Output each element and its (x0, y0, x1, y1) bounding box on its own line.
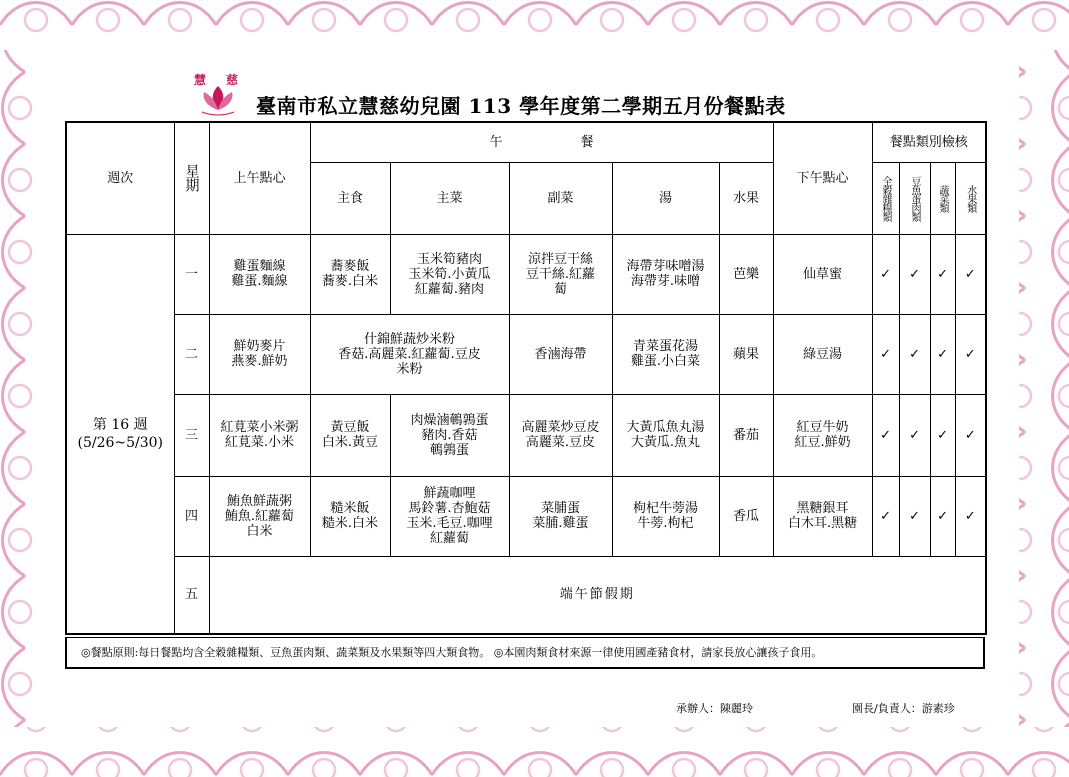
lotus-icon (190, 70, 246, 120)
soup-cell: 大黃瓜魚丸湯 大黃瓜.魚丸 (612, 394, 719, 476)
header-side-dish: 副菜 (509, 162, 612, 234)
table-row (66, 556, 986, 634)
soup-cell: 青菜蛋花湯 雞蛋.小白菜 (612, 314, 719, 394)
check-mark: ✓ (872, 476, 899, 556)
header-soup: 湯 (612, 162, 719, 234)
organizer-signature: 承辦人：陳麗玲 (676, 702, 753, 715)
table-row (66, 476, 986, 556)
day-cell: 一 (174, 234, 209, 314)
check-mark: ✓ (955, 394, 986, 476)
afternoon-snack-cell: 綠豆湯 (773, 314, 872, 394)
week-label: 第 16 週 (92, 416, 148, 433)
header-staple: 主食 (310, 162, 390, 234)
page-title: 臺南市私立慧慈幼兒園 113 學年度第二學期五月份餐點表 (256, 94, 786, 118)
side-dish-cell: 涼拌豆干絲 豆干絲.紅蘿 蔔 (509, 234, 612, 314)
week-cell (66, 234, 174, 634)
check-mark: ✓ (872, 314, 899, 394)
check-mark: ✓ (955, 476, 986, 556)
header-protein: 豆魚蛋肉類 (899, 162, 930, 234)
meal-table (65, 121, 987, 635)
fruit-cell: 蘋果 (719, 314, 773, 394)
header-main-dish: 主菜 (390, 162, 509, 234)
day-cell: 四 (174, 476, 209, 556)
header-grains: 全穀雜糧類 (872, 162, 899, 234)
side-dish-cell: 菜脯蛋 菜脯.雞蛋 (509, 476, 612, 556)
afternoon-snack-cell: 黑糖銀耳 白木耳.黑糖 (773, 476, 872, 556)
morning-snack-cell: 紅莧菜小米粥 紅莧菜.小米 (209, 394, 310, 476)
header-lunch: 午 餐 (310, 122, 773, 162)
table-row (66, 394, 986, 476)
afternoon-snack-cell: 仙草蜜 (773, 234, 872, 314)
meal-principle-note: ◎餐點原則:每日餐點均含全穀雜糧類、豆魚蛋肉類、蔬菜類及水果類等四大類食物。 ◎本園肉類食材來源一律使用國產豬食材，請家長放心讓孩子食用。 (65, 637, 985, 669)
main-dish-cell: 肉燥滷鵪鶉蛋 豬肉.香菇 鵪鶉蛋 (390, 394, 509, 476)
check-mark: ✓ (899, 394, 930, 476)
soup-cell: 海帶芽味噌湯 海帶芽.味噌 (612, 234, 719, 314)
header-fruit: 水果 (719, 162, 773, 234)
staple-cell: 蕎麥飯 蕎麥.白米 (310, 234, 390, 314)
header-vegetables: 蔬菜類 (930, 162, 955, 234)
holiday-notice: 端午節假期 (209, 556, 986, 634)
fruit-cell: 香瓜 (719, 476, 773, 556)
fruit-cell: 芭樂 (719, 234, 773, 314)
page-header (190, 70, 830, 120)
staple-cell: 黃豆飯 白米.黃豆 (310, 394, 390, 476)
morning-snack-cell: 雞蛋麵線 雞蛋.麵線 (209, 234, 310, 314)
morning-snack-cell: 鮮奶麥片 燕麥.鮮奶 (209, 314, 310, 394)
header-week: 週次 (66, 122, 174, 234)
check-mark: ✓ (955, 314, 986, 394)
side-dish-cell: 香滷海帶 (509, 314, 612, 394)
table-row (66, 234, 986, 314)
staple-cell: 糙米飯 糙米.白米 (310, 476, 390, 556)
soup-cell: 枸杞牛蒡湯 牛蒡.枸杞 (612, 476, 719, 556)
day-cell: 二 (174, 314, 209, 394)
check-mark: ✓ (899, 234, 930, 314)
check-mark: ✓ (899, 476, 930, 556)
week-range: (5/26~5/30) (77, 434, 164, 451)
combined-dish-cell: 什錦鮮蔬炒米粉 香菇.高麗菜.紅蘿蔔.豆皮 米粉 (310, 314, 509, 394)
morning-snack-cell: 鮪魚鮮蔬粥 鮪魚.紅蘿蔔 白米 (209, 476, 310, 556)
header-morning-snack: 上午點心 (209, 122, 310, 234)
check-mark: ✓ (899, 314, 930, 394)
side-dish-cell: 高麗菜炒豆皮 高麗菜.豆皮 (509, 394, 612, 476)
day-cell: 五 (174, 556, 209, 634)
check-mark: ✓ (930, 234, 955, 314)
svg-text:慈: 慈 (226, 73, 239, 87)
header-day: 星期 (174, 122, 209, 234)
day-cell: 三 (174, 394, 209, 476)
main-dish-cell: 鮮蔬咖哩 馬鈴薯.杏鮑菇 玉米.毛豆.咖哩 紅蘿蔔 (390, 476, 509, 556)
table-row (66, 314, 986, 394)
check-mark: ✓ (930, 394, 955, 476)
header-fruits: 水果類 (955, 162, 986, 234)
header-afternoon-snack: 下午點心 (773, 122, 872, 234)
main-dish-cell: 玉米筍豬肉 玉米筍.小黃瓜 紅蘿蔔.豬肉 (390, 234, 509, 314)
svg-text:慧: 慧 (194, 73, 207, 87)
check-mark: ✓ (872, 234, 899, 314)
check-mark: ✓ (955, 234, 986, 314)
header-category-check: 餐點類別檢核 (872, 122, 986, 162)
afternoon-snack-cell: 紅豆牛奶 紅豆.鮮奶 (773, 394, 872, 476)
check-mark: ✓ (872, 394, 899, 476)
fruit-cell: 番茄 (719, 394, 773, 476)
check-mark: ✓ (930, 314, 955, 394)
check-mark: ✓ (930, 476, 955, 556)
director-signature: 園長/負責人：游素珍 (852, 702, 955, 715)
